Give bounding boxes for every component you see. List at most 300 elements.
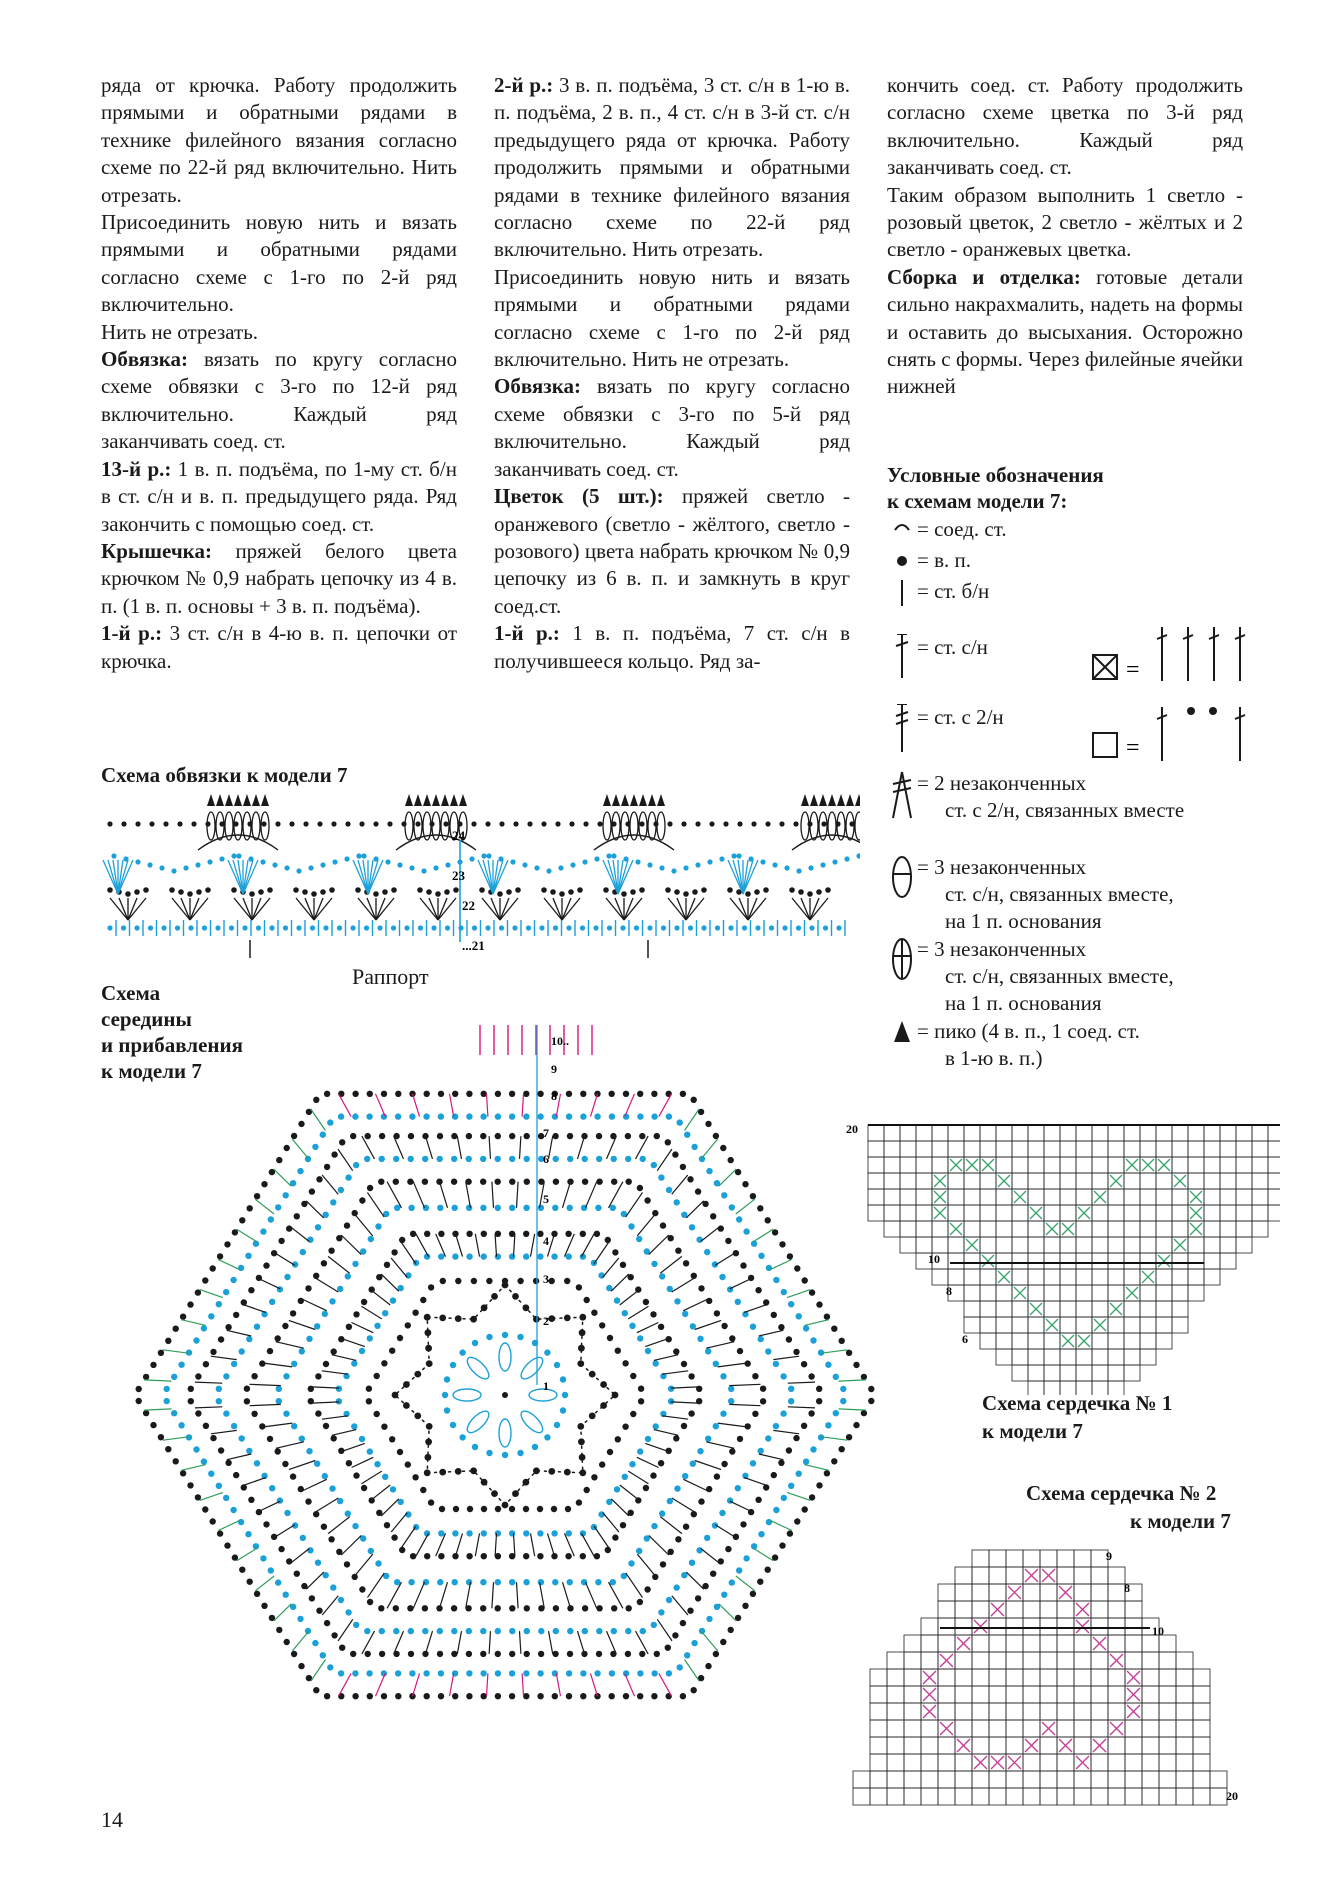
chain-dot <box>275 1335 281 1341</box>
chain-dot <box>537 1091 543 1097</box>
chain-dot <box>773 1507 779 1513</box>
chain-dot <box>377 925 382 930</box>
stitch <box>426 1631 433 1654</box>
chain-dot <box>481 1506 487 1512</box>
chain-dot <box>773 1361 779 1367</box>
chain-dot <box>666 1597 672 1603</box>
stitch <box>381 1274 399 1291</box>
grid-cell <box>1040 1669 1057 1686</box>
grid-cell <box>1176 1720 1193 1737</box>
chain-dot <box>239 1217 245 1223</box>
chain-dot <box>480 1133 486 1139</box>
chain-dot <box>323 1361 329 1367</box>
row-label: 10 <box>928 1252 940 1266</box>
chain-dot <box>596 1605 602 1611</box>
stitch <box>657 1149 672 1171</box>
chain-dot <box>523 1253 529 1259</box>
chain-dot <box>544 1349 550 1355</box>
chain-dot <box>202 925 207 930</box>
grid-cell <box>972 1703 989 1720</box>
grid-cell <box>1124 1173 1140 1189</box>
stitch <box>672 1498 695 1512</box>
chain-dot <box>404 925 409 930</box>
grid-cell <box>1204 1125 1220 1141</box>
stitch <box>438 898 447 920</box>
grid-cell <box>1076 1125 1092 1141</box>
grid-cell <box>1159 1788 1176 1805</box>
grid-cell <box>938 1788 955 1805</box>
paragraph: Цветок (5 шт.): пряжей светло - оранжевого (светло - жёлтого, светло - розового) цвета набрать крючком № 0,9 цепочку из 6 в. п. и замкнуть в круг соед.ст. <box>494 484 850 618</box>
chain-dot <box>401 821 406 826</box>
grid-cell <box>1140 1141 1156 1157</box>
stitch <box>290 1549 309 1564</box>
stitch <box>637 1323 659 1333</box>
slip-stitch-icon <box>887 516 917 542</box>
stitch <box>685 1660 700 1682</box>
grid-cell <box>1074 1550 1091 1567</box>
chain-dot <box>208 1313 214 1319</box>
grid-cell <box>1057 1567 1074 1584</box>
chain-dot <box>356 853 361 858</box>
stitch <box>234 898 252 920</box>
stitch <box>565 1234 575 1257</box>
grid-cell <box>1023 1703 1040 1720</box>
chain-dot <box>203 1423 209 1429</box>
chain-dot <box>673 1348 679 1354</box>
grid-cell <box>887 1703 904 1720</box>
chain-dot <box>495 1113 501 1119</box>
stitch <box>556 1673 560 1696</box>
chain-dot <box>397 862 402 867</box>
chain-dot <box>191 821 196 826</box>
chain-dot <box>639 821 644 826</box>
grid-cell <box>948 1141 964 1157</box>
chain-dot <box>178 889 184 895</box>
chain-dot <box>352 1091 358 1097</box>
chain-dot <box>275 1579 281 1585</box>
grid-cell <box>996 1349 1012 1365</box>
chain-dot <box>544 1434 550 1440</box>
grid-cell <box>1044 1285 1060 1301</box>
stitch <box>339 1094 352 1117</box>
chain-dot <box>261 1603 267 1609</box>
chain-dot <box>361 1485 367 1491</box>
chain-dot <box>245 1531 251 1537</box>
grid-cell <box>1012 1365 1028 1381</box>
stitch <box>487 1094 488 1117</box>
grid-cell <box>1156 1205 1172 1221</box>
grid-cell <box>884 1189 900 1205</box>
chain-dot <box>721 1592 727 1598</box>
stitch <box>302 1479 327 1491</box>
chain-dot <box>833 1374 839 1380</box>
stitch <box>255 1199 274 1214</box>
chain-dot <box>428 1499 434 1505</box>
chain-dot <box>665 1645 671 1651</box>
chain-dot <box>350 1651 356 1657</box>
stitch <box>163 1437 189 1440</box>
chain-dot <box>397 1335 403 1341</box>
grid-cell <box>1023 1652 1040 1669</box>
chain-dot <box>584 1297 590 1303</box>
stitch <box>637 1554 655 1576</box>
page-number: 14 <box>101 1807 123 1832</box>
stitch <box>420 898 438 920</box>
chain-dot <box>554 1422 560 1428</box>
chain-dot <box>451 1179 457 1185</box>
chain-dot <box>553 1605 559 1611</box>
chain-dot <box>578 1345 585 1352</box>
chain-dot <box>495 1205 501 1211</box>
chain-dot <box>690 1461 696 1467</box>
stitch <box>603 1513 619 1532</box>
chain-dot <box>275 1448 281 1454</box>
picot <box>207 794 215 806</box>
grid-cell <box>1108 1601 1125 1618</box>
chain-dot <box>425 1438 432 1445</box>
grid-cell <box>1057 1703 1074 1720</box>
chain-dot <box>548 1315 555 1322</box>
chain-dot <box>315 1224 321 1230</box>
chain-dot <box>559 891 565 897</box>
chain-dot <box>620 1522 626 1528</box>
chain-dot <box>567 1133 573 1139</box>
chain-dot <box>437 1579 443 1585</box>
chain-dot <box>715 925 720 930</box>
stitch <box>489 1136 490 1159</box>
chain-dot <box>553 1628 559 1634</box>
chain-dot <box>549 1278 555 1284</box>
legend-text: = ст. с 2/н <box>917 705 1004 729</box>
chain-dot <box>758 1336 764 1342</box>
chain-dot <box>697 1336 703 1342</box>
chain-dot <box>589 1371 596 1378</box>
chain-dot <box>622 1310 628 1316</box>
chain-dot <box>523 1304 530 1311</box>
chain-dot <box>495 1133 501 1139</box>
stitch <box>440 1582 448 1608</box>
chain-dot <box>794 1518 800 1524</box>
grid-cell <box>1252 1189 1268 1205</box>
chain-dot <box>691 1687 697 1693</box>
grid-cell <box>1125 1771 1142 1788</box>
chain-dot <box>626 1605 632 1611</box>
chain-dot <box>682 1311 688 1317</box>
chain-dot <box>359 821 364 826</box>
stitch <box>565 1533 575 1556</box>
stitch <box>211 1430 237 1433</box>
chain-dot <box>330 1584 336 1590</box>
grid-cell <box>1044 1157 1060 1173</box>
chain-dot <box>322 1473 328 1479</box>
picot <box>459 794 467 806</box>
legend-item <box>887 634 988 678</box>
chain-dot <box>509 1530 515 1536</box>
chain-dot <box>328 1536 334 1542</box>
legend-text: = 3 незаконченных ст. с/н, связанных вместе, на 1 п. основания <box>917 937 1174 1015</box>
chain-dot <box>305 1285 311 1291</box>
chain-dot <box>736 853 741 858</box>
chain-dot <box>336 1398 342 1404</box>
chain-dot <box>737 1436 743 1442</box>
chain-dot <box>107 887 113 893</box>
legend-title-2: к схемам модели 7: <box>887 489 1068 513</box>
stitch <box>654 1355 679 1361</box>
grid-cell <box>1057 1550 1074 1567</box>
chain-dot <box>291 1423 297 1429</box>
chain-dot <box>754 889 760 895</box>
stitch <box>517 1582 519 1608</box>
chain-dot <box>839 1446 845 1452</box>
chain-dot <box>445 862 450 867</box>
chain-dot <box>276 1398 282 1404</box>
grid-cell <box>1252 1141 1268 1157</box>
chain-dot <box>382 1474 388 1480</box>
chain-dot <box>267 1348 273 1354</box>
picot <box>612 794 620 806</box>
stitch <box>276 1442 304 1449</box>
chain-dot <box>809 1289 815 1295</box>
chain-dot <box>422 1605 428 1611</box>
grid-cell <box>1156 1125 1172 1141</box>
stitch <box>339 1673 352 1696</box>
stitch <box>352 1457 374 1467</box>
grid-cell <box>1176 1737 1193 1754</box>
chain-dot <box>424 1231 430 1237</box>
paragraph: Сборка и отделка: готовые детали сильно накрахмалить, надеть на формы и оставить до высыхания. Осторожно снять с формы. Через филейные ячейки нижней <box>887 264 1243 399</box>
chain-dot <box>816 1301 822 1307</box>
repeat-label: Раппорт <box>352 964 429 989</box>
cluster <box>518 1408 546 1436</box>
stitch <box>744 1304 767 1312</box>
chain-dot <box>651 1113 657 1119</box>
stitch <box>624 898 633 920</box>
grid-cell <box>1074 1771 1091 1788</box>
grid-cell <box>964 1125 980 1141</box>
picot <box>801 794 809 806</box>
grid-cell <box>1092 1269 1108 1285</box>
chain-dot <box>307 1237 313 1243</box>
chain-dot <box>431 925 436 930</box>
stitch <box>522 1673 523 1696</box>
chain-dot <box>696 1237 702 1243</box>
chain-dot <box>555 821 560 826</box>
grid-cell <box>887 1686 904 1703</box>
chain-dot <box>615 1436 621 1442</box>
grid-cell <box>1176 1771 1193 1788</box>
stitch <box>549 1136 553 1159</box>
chain-dot <box>495 1670 501 1676</box>
chain-dot <box>523 1506 529 1512</box>
chain-dot <box>683 1524 689 1530</box>
stitch <box>456 1533 463 1556</box>
grid-cell <box>1028 1317 1044 1333</box>
chain-dot <box>299 1436 305 1442</box>
chain-dot <box>502 1282 509 1289</box>
chain-dot <box>665 887 671 893</box>
chain-dot <box>680 1620 686 1626</box>
grid-cell <box>1108 1703 1125 1720</box>
stitch <box>354 1554 372 1576</box>
grid-cell <box>1156 1269 1172 1285</box>
grid-cell <box>887 1754 904 1771</box>
grid-cell <box>900 1205 916 1221</box>
chain-dot <box>307 1547 313 1553</box>
grid-cell <box>980 1141 996 1157</box>
chain-dot <box>315 1410 321 1416</box>
chain-dot <box>436 1179 442 1185</box>
chain-dot <box>344 1222 350 1228</box>
grid-cell <box>921 1788 938 1805</box>
grid-cell <box>1006 1686 1023 1703</box>
chain-dot <box>422 1628 428 1634</box>
stitch <box>263 1363 293 1367</box>
double-crochet-icon <box>887 634 917 678</box>
chain-dot <box>691 1144 697 1150</box>
chain-dot <box>713 1651 719 1657</box>
chain-dot <box>444 889 450 895</box>
grid-cell <box>972 1669 989 1686</box>
chain-dot <box>368 1548 374 1554</box>
filet-cell-legend <box>1092 625 1272 775</box>
chain-dot <box>298 1486 304 1492</box>
stitch <box>804 1320 829 1326</box>
chain-dot <box>658 1174 664 1180</box>
stitch <box>544 898 562 920</box>
grid-cell <box>1091 1720 1108 1737</box>
chain-dot <box>165 1446 171 1452</box>
chain-dot <box>408 1205 414 1211</box>
chain-dot <box>230 1507 236 1513</box>
row-label: 9 <box>1106 1549 1112 1563</box>
grid-cell <box>1060 1237 1076 1253</box>
stitch <box>475 1533 479 1556</box>
grid-cell <box>964 1317 980 1333</box>
chain-dot <box>384 1522 390 1528</box>
chain-dot <box>254 1460 260 1466</box>
grid-cell <box>948 1205 964 1221</box>
grid-cell <box>1091 1754 1108 1771</box>
grid-cell <box>1236 1189 1252 1205</box>
chain-dot <box>314 1323 320 1329</box>
grid-cell <box>1028 1365 1044 1381</box>
chain-dot <box>793 1349 799 1355</box>
grid-cell <box>955 1567 972 1584</box>
grid-cell <box>1076 1301 1092 1317</box>
stitch <box>387 1182 401 1208</box>
chain-dot <box>760 859 765 864</box>
stitch <box>292 1632 308 1651</box>
grid-cell <box>955 1686 972 1703</box>
chain-dot <box>188 1386 194 1392</box>
chain-dot <box>249 891 255 897</box>
chain-dot <box>611 1156 617 1162</box>
grid-cell <box>1040 1601 1057 1618</box>
stitch <box>341 1235 361 1255</box>
chain-dot <box>789 887 795 893</box>
grid-cell <box>1023 1788 1040 1805</box>
chain-dot <box>706 1486 712 1492</box>
chain-dot <box>771 1472 777 1478</box>
stitch <box>466 1582 471 1608</box>
chain-dot <box>594 1553 600 1559</box>
chain-dot <box>668 1386 674 1392</box>
chain-dot <box>471 821 476 826</box>
chain-dot <box>346 1460 352 1466</box>
grid-cell <box>1057 1771 1074 1788</box>
grid-cell <box>1188 1173 1204 1189</box>
chain-dot <box>283 1373 289 1379</box>
stitch <box>263 1423 293 1427</box>
chain-dot <box>374 1461 380 1467</box>
chain-dot <box>637 1091 643 1097</box>
chain-dot <box>439 1469 446 1476</box>
grid-cell <box>996 1205 1012 1221</box>
stitch <box>586 1182 597 1208</box>
chain-dot <box>552 1579 558 1585</box>
chain-dot <box>424 1091 430 1097</box>
grid-cell <box>1204 1189 1220 1205</box>
chain-dot <box>810 1337 816 1343</box>
grid-cell <box>1092 1365 1108 1381</box>
chain-dot <box>183 865 188 870</box>
chain-dot <box>553 1179 559 1185</box>
chain-dot <box>654 1651 660 1657</box>
chain-dot <box>611 853 616 858</box>
grid-cell <box>1172 1301 1188 1317</box>
chain-dot <box>143 887 149 893</box>
stitch <box>492 1182 494 1208</box>
chain-dot <box>538 1628 544 1634</box>
grid-cell <box>989 1584 1006 1601</box>
chain-dot <box>644 1586 650 1592</box>
chain-dot <box>236 853 241 858</box>
chain-dot <box>379 1651 385 1657</box>
stitch <box>686 898 704 920</box>
stitch <box>376 1094 386 1117</box>
chain-dot <box>284 1510 290 1516</box>
chain-dot <box>787 1530 793 1536</box>
chain-dot <box>458 925 463 930</box>
grid-cell <box>932 1141 948 1157</box>
row-label: 4 <box>543 1234 549 1248</box>
stitch <box>729 1404 760 1405</box>
chain-dot <box>313 1687 319 1693</box>
chain-dot <box>453 887 459 893</box>
stitch <box>628 1471 648 1484</box>
stitch <box>548 1533 555 1556</box>
chain-dot <box>291 1361 297 1367</box>
chain-dot <box>784 865 789 870</box>
chain-dot <box>651 1162 657 1168</box>
chain-dot <box>629 1323 635 1329</box>
stitch <box>429 898 438 920</box>
grid-cell <box>1176 1669 1193 1686</box>
grid-cell <box>1060 1125 1076 1141</box>
stitch <box>211 1356 237 1359</box>
chain-dot <box>523 1670 529 1676</box>
chain-dot <box>607 1335 613 1341</box>
chain-dot <box>486 1334 492 1340</box>
grid-cell <box>1028 1269 1044 1285</box>
chain-dot <box>338 1187 344 1193</box>
grid-cell <box>955 1771 972 1788</box>
chain-dot <box>594 1670 600 1676</box>
chain-dot <box>509 1628 515 1634</box>
grid-cell <box>868 1173 884 1189</box>
grid-cell <box>1140 1301 1156 1317</box>
chain-dot <box>290 1310 296 1316</box>
